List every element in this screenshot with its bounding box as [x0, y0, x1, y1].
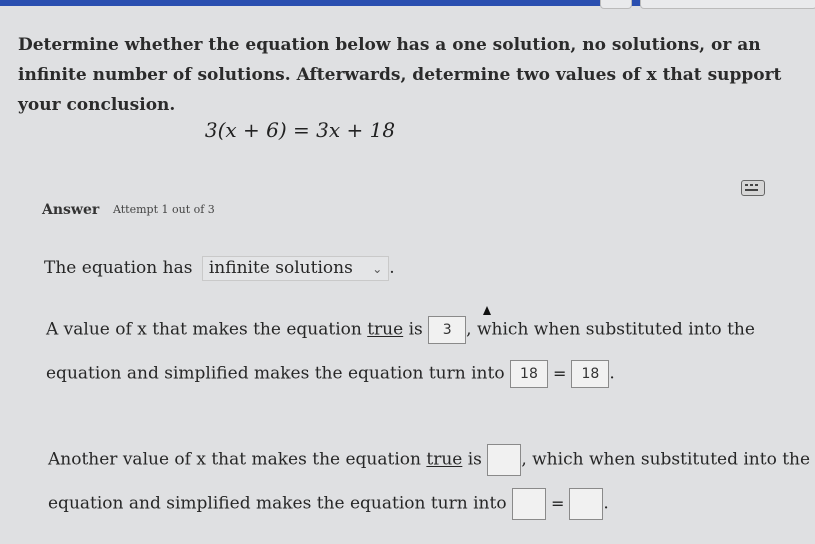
line-text: is [408, 319, 423, 340]
line-text: Another value of x that makes the equation [48, 449, 421, 470]
second-left-side-input[interactable] [512, 488, 546, 520]
line-text: is [467, 449, 482, 470]
line-text: . [609, 363, 615, 384]
line-text: , which when substituted into the [466, 319, 755, 340]
first-result-line [46, 360, 615, 388]
first-left-side-input[interactable]: 18 [510, 360, 548, 388]
question-prompt: Determine whether the equation below has a one solution, no solutions, or an infinite number of solutions. Afterwards, determine two values of x that support your conclusion. [18, 35, 782, 115]
equals-sign: = [550, 493, 565, 513]
line-text: The equation has [44, 258, 193, 278]
dropdown-value: infinite solutions [208, 258, 353, 278]
top-tab[interactable] [640, 0, 815, 9]
mouse-cursor-icon [483, 306, 491, 315]
question-panel [0, 10, 815, 160]
equals-sign: = [552, 363, 567, 383]
top-tab[interactable] [600, 0, 632, 9]
true-word: true [367, 319, 404, 340]
answer-heading: Answer [42, 202, 100, 218]
first-x-value-input[interactable]: 3 [428, 316, 466, 344]
line-text: equation and simplified makes the equation turn into [46, 363, 505, 384]
line-text: . [603, 493, 609, 514]
solution-type-line [44, 256, 395, 281]
true-word: true [426, 449, 463, 470]
second-x-value-input[interactable] [487, 444, 521, 476]
line-text: A value of x that makes the equation [46, 319, 362, 340]
first-right-side-input[interactable]: 18 [571, 360, 609, 388]
attempt-counter: Attempt 1 out of 3 [113, 203, 215, 216]
first-value-line [46, 316, 755, 344]
line-text: , which when substituted into the [521, 449, 811, 470]
keyboard-icon[interactable] [741, 180, 765, 196]
second-result-line [48, 488, 609, 520]
line-text: . [389, 258, 395, 278]
chevron-down-icon: ⌄ [372, 262, 383, 276]
question-equation: 3(x + 6) = 3x + 18 [204, 118, 396, 142]
line-text: equation and simplified makes the equation turn into [48, 493, 507, 514]
solution-type-dropdown[interactable] [202, 256, 389, 281]
second-value-line [48, 444, 810, 476]
second-right-side-input[interactable] [569, 488, 603, 520]
